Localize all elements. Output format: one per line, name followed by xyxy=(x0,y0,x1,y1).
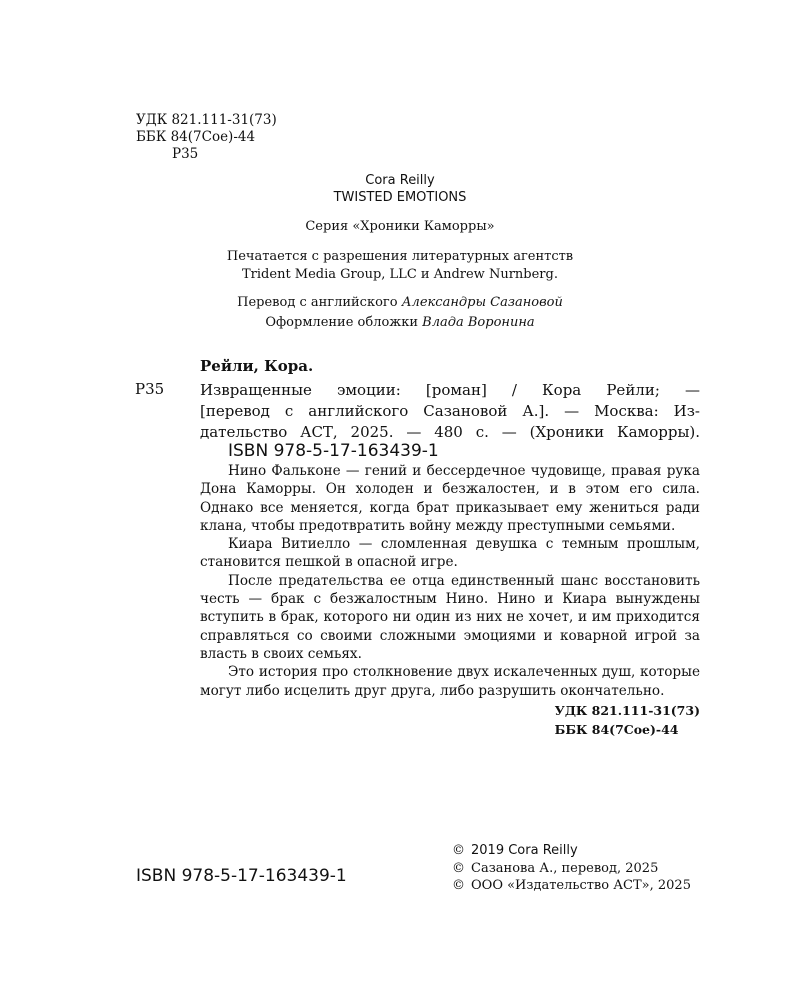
bbk-code: ББК 84(7Сое)-44 xyxy=(136,129,256,145)
annotation-paragraph: Киара Витиелло — сломленная девушка с темным прошлым, становится пешкой в опасной игре. xyxy=(200,536,700,571)
bib-isbn: ISBN 978-5-17-163439-1 xyxy=(228,441,439,461)
bib-author-heading: Рейли, Кора. xyxy=(200,357,314,375)
copyright-line xyxy=(452,860,691,878)
author-mark: Р35 xyxy=(172,146,199,162)
translation-credit xyxy=(0,294,800,312)
copyright-symbol: © xyxy=(452,843,465,858)
footer-isbn: ISBN 978-5-17-163439-1 xyxy=(136,866,347,886)
copyright-line xyxy=(452,877,691,895)
annotation-paragraph: Нино Фальконе — гений и бессердечное чудовище, правая рука Дона Каморры. Он холоден и безжалостен, и в этом его сила. Однако все меняется, когда брат приказывает ему жениться ради клана, чтобы предотвратить войну между преступными семьями. xyxy=(200,463,700,534)
udk-code: УДК 821.111-31(73) xyxy=(136,112,277,128)
translator-name: Александры Сазановой xyxy=(401,295,563,310)
copyright-symbol: © xyxy=(452,860,465,876)
right-codes xyxy=(555,701,700,739)
right-udk-code: УДК 821.111-31(73) xyxy=(554,703,700,718)
cover-credit xyxy=(0,314,800,332)
annotation-paragraph: Это история про столкновение двух искалеченных душ, которые могут либо исцелить друг друга, либо разрушить окончательно. xyxy=(200,664,700,699)
series-line xyxy=(0,218,800,236)
series-name: «Хроники Каморры» xyxy=(352,219,495,234)
translation-label: Перевод с английского xyxy=(237,295,398,310)
cover-label: Оформление обложки xyxy=(265,315,419,330)
annotation xyxy=(200,462,700,700)
copyright-text: 2019 Cora Reilly xyxy=(471,843,578,858)
bib-author-mark: Р35 xyxy=(135,380,165,398)
bib-line: [перевод с английского Сазановой А.]. — Москва: Из- xyxy=(200,402,700,420)
rights-line-2: Trident Media Group, LLC и Andrew Nurnberg. xyxy=(242,267,558,282)
copyright-symbol: © xyxy=(452,878,465,893)
copyright-block xyxy=(452,842,691,895)
rights-line-1: Печатается с разрешения литературных агентств xyxy=(226,249,574,264)
annotation-paragraph: После предательства ее отца единственный шанс восстановить честь — брак с безжалостным Нино. Нино и Киара вынуждены вступить в брак, которого ни один из них не хочет, и им приходится справляться со своими сложными эмоциями и коварной игрой за власть в своих семьях. xyxy=(200,572,700,662)
copyright-line xyxy=(452,842,691,860)
right-bbk-code: ББК 84(7Сое)-44 xyxy=(554,722,679,737)
original-author: Cora Reilly xyxy=(365,173,435,188)
series-prefix: Серия xyxy=(305,219,349,234)
bib-line: Извращенные эмоции: [роман] / Кора Рейли; — xyxy=(200,381,700,399)
bib-description xyxy=(200,380,700,443)
original-title: TWISTED EMOTIONS xyxy=(333,190,467,205)
bib-line: дательство АСТ, 2025. — 480 с. — (Хроники Каморры). xyxy=(200,423,700,441)
copyright-text: Сазанова А., перевод, 2025 xyxy=(471,860,659,876)
cover-designer-name: Влада Воронина xyxy=(422,315,535,330)
copyright-text: ООО «Издательство АСТ», 2025 xyxy=(471,878,691,893)
